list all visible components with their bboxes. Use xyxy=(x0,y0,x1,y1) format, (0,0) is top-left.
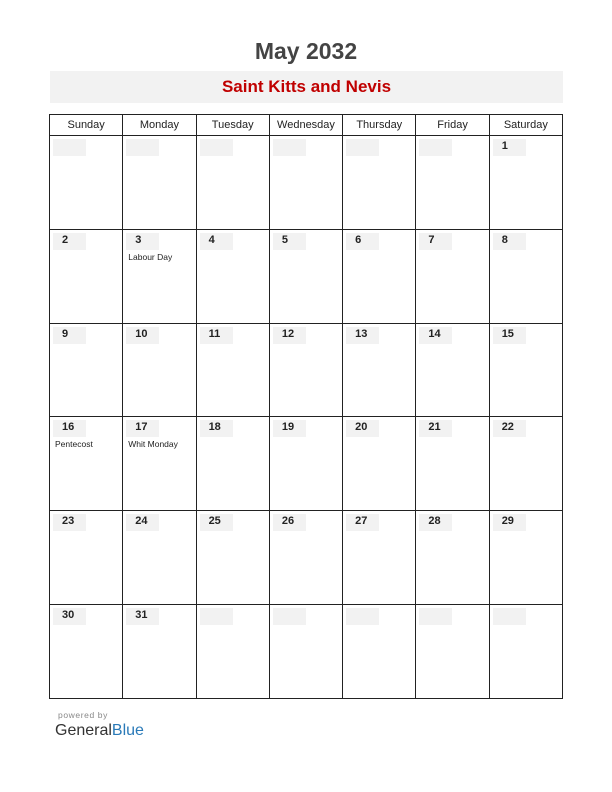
day-number: 18 xyxy=(208,421,221,434)
brand-name-part2: Blue xyxy=(111,722,144,739)
day-number: 9 xyxy=(62,327,69,340)
day-number-background xyxy=(126,233,159,250)
day-number-background xyxy=(53,233,86,250)
day-cell xyxy=(416,323,489,417)
empty-day-cell xyxy=(269,605,342,699)
country-name: Saint Kitts and Nevis xyxy=(221,77,392,96)
day-cell xyxy=(123,511,196,605)
day-number: 10 xyxy=(135,327,148,340)
day-number: 3 xyxy=(135,233,142,246)
day-cell xyxy=(416,417,489,511)
day-number-background xyxy=(200,233,233,250)
day-number: 29 xyxy=(501,515,514,528)
day-cell xyxy=(416,229,489,323)
day-cell xyxy=(50,323,123,417)
day-number: 31 xyxy=(135,609,148,622)
day-cell xyxy=(123,605,196,699)
day-number: 27 xyxy=(355,515,368,528)
day-number-background xyxy=(200,139,233,156)
day-cell xyxy=(196,323,269,417)
weekday-header: Tuesday xyxy=(196,115,269,136)
day-number: 17 xyxy=(135,421,148,434)
day-number: 15 xyxy=(501,327,514,340)
day-number: 22 xyxy=(501,421,514,434)
empty-day-cell xyxy=(269,136,342,230)
week-row xyxy=(50,229,563,323)
day-cell xyxy=(196,229,269,323)
day-cell xyxy=(489,229,562,323)
day-cell xyxy=(343,229,416,323)
day-cell xyxy=(489,136,562,230)
page-title: May 2032 xyxy=(254,38,358,64)
day-number: 7 xyxy=(428,233,435,246)
brand-name-part1: General xyxy=(55,722,112,739)
calendar-grid xyxy=(49,114,563,699)
day-number: 8 xyxy=(501,233,508,246)
empty-day-cell xyxy=(416,605,489,699)
day-number: 2 xyxy=(62,233,69,246)
day-number: 20 xyxy=(355,421,368,434)
day-number: 5 xyxy=(281,233,288,246)
day-number: 12 xyxy=(281,327,295,340)
day-number-background xyxy=(53,327,86,344)
day-number-background xyxy=(200,608,233,625)
empty-day-cell xyxy=(343,136,416,230)
day-number: 30 xyxy=(62,609,75,622)
day-cell xyxy=(123,417,196,511)
day-cell xyxy=(343,323,416,417)
weekday-header: Wednesday xyxy=(269,115,342,136)
day-number-background xyxy=(53,139,86,156)
day-number: 16 xyxy=(62,421,75,434)
day-number: 13 xyxy=(355,327,368,340)
holiday-label: Labour Day xyxy=(128,251,173,262)
day-cell xyxy=(269,229,342,323)
day-cell xyxy=(269,511,342,605)
calendar-body xyxy=(50,136,563,699)
day-cell xyxy=(416,511,489,605)
day-cell xyxy=(269,417,342,511)
empty-day-cell xyxy=(489,605,562,699)
weekday-header: Monday xyxy=(123,115,196,136)
country-banner xyxy=(50,71,563,103)
day-number-background xyxy=(346,608,379,625)
day-cell xyxy=(50,417,123,511)
day-cell xyxy=(489,323,562,417)
day-number-background xyxy=(419,233,452,250)
day-number: 26 xyxy=(281,515,295,528)
day-number-background xyxy=(419,139,452,156)
day-number-background xyxy=(273,233,306,250)
empty-day-cell xyxy=(196,605,269,699)
powered-by-text: powered by xyxy=(58,710,108,720)
day-cell xyxy=(123,229,196,323)
weekday-header-row xyxy=(50,115,563,136)
day-cell xyxy=(196,511,269,605)
empty-day-cell xyxy=(196,136,269,230)
empty-day-cell xyxy=(123,136,196,230)
week-row xyxy=(50,511,563,605)
day-number-background xyxy=(493,139,526,156)
holiday-label: Whit Monday xyxy=(128,439,178,450)
day-cell xyxy=(489,417,562,511)
empty-day-cell xyxy=(50,136,123,230)
day-number: 6 xyxy=(355,233,362,246)
day-number: 23 xyxy=(62,515,75,528)
week-row xyxy=(50,605,563,699)
day-number: 19 xyxy=(281,421,295,434)
day-number-background xyxy=(346,139,379,156)
day-cell xyxy=(196,417,269,511)
weekday-header: Thursday xyxy=(343,115,416,136)
day-cell xyxy=(50,605,123,699)
brand-logo[interactable] xyxy=(55,722,144,740)
day-cell xyxy=(269,323,342,417)
week-row xyxy=(50,417,563,511)
day-number: 4 xyxy=(208,233,215,246)
week-row xyxy=(50,323,563,417)
day-number-background xyxy=(273,139,306,156)
day-cell xyxy=(343,417,416,511)
holiday-label: Pentecost xyxy=(55,439,93,450)
day-number-background xyxy=(126,139,159,156)
day-number: 14 xyxy=(428,327,441,340)
empty-day-cell xyxy=(416,136,489,230)
empty-day-cell xyxy=(343,605,416,699)
day-cell xyxy=(50,511,123,605)
day-number: 21 xyxy=(428,421,441,434)
day-number-background xyxy=(493,608,526,625)
day-number: 24 xyxy=(135,515,148,528)
week-row xyxy=(50,136,563,230)
day-number: 25 xyxy=(208,515,221,528)
day-cell xyxy=(50,229,123,323)
day-number-background xyxy=(273,608,306,625)
day-number-background xyxy=(346,233,379,250)
day-number-background xyxy=(493,233,526,250)
day-cell xyxy=(123,323,196,417)
day-number-background xyxy=(419,608,452,625)
day-cell xyxy=(343,511,416,605)
weekday-header: Saturday xyxy=(489,115,562,136)
day-number: 11 xyxy=(208,327,221,340)
day-number: 28 xyxy=(428,515,441,528)
day-number: 1 xyxy=(501,140,508,152)
weekday-header: Friday xyxy=(416,115,489,136)
weekday-header: Sunday xyxy=(50,115,123,136)
day-cell xyxy=(489,511,562,605)
